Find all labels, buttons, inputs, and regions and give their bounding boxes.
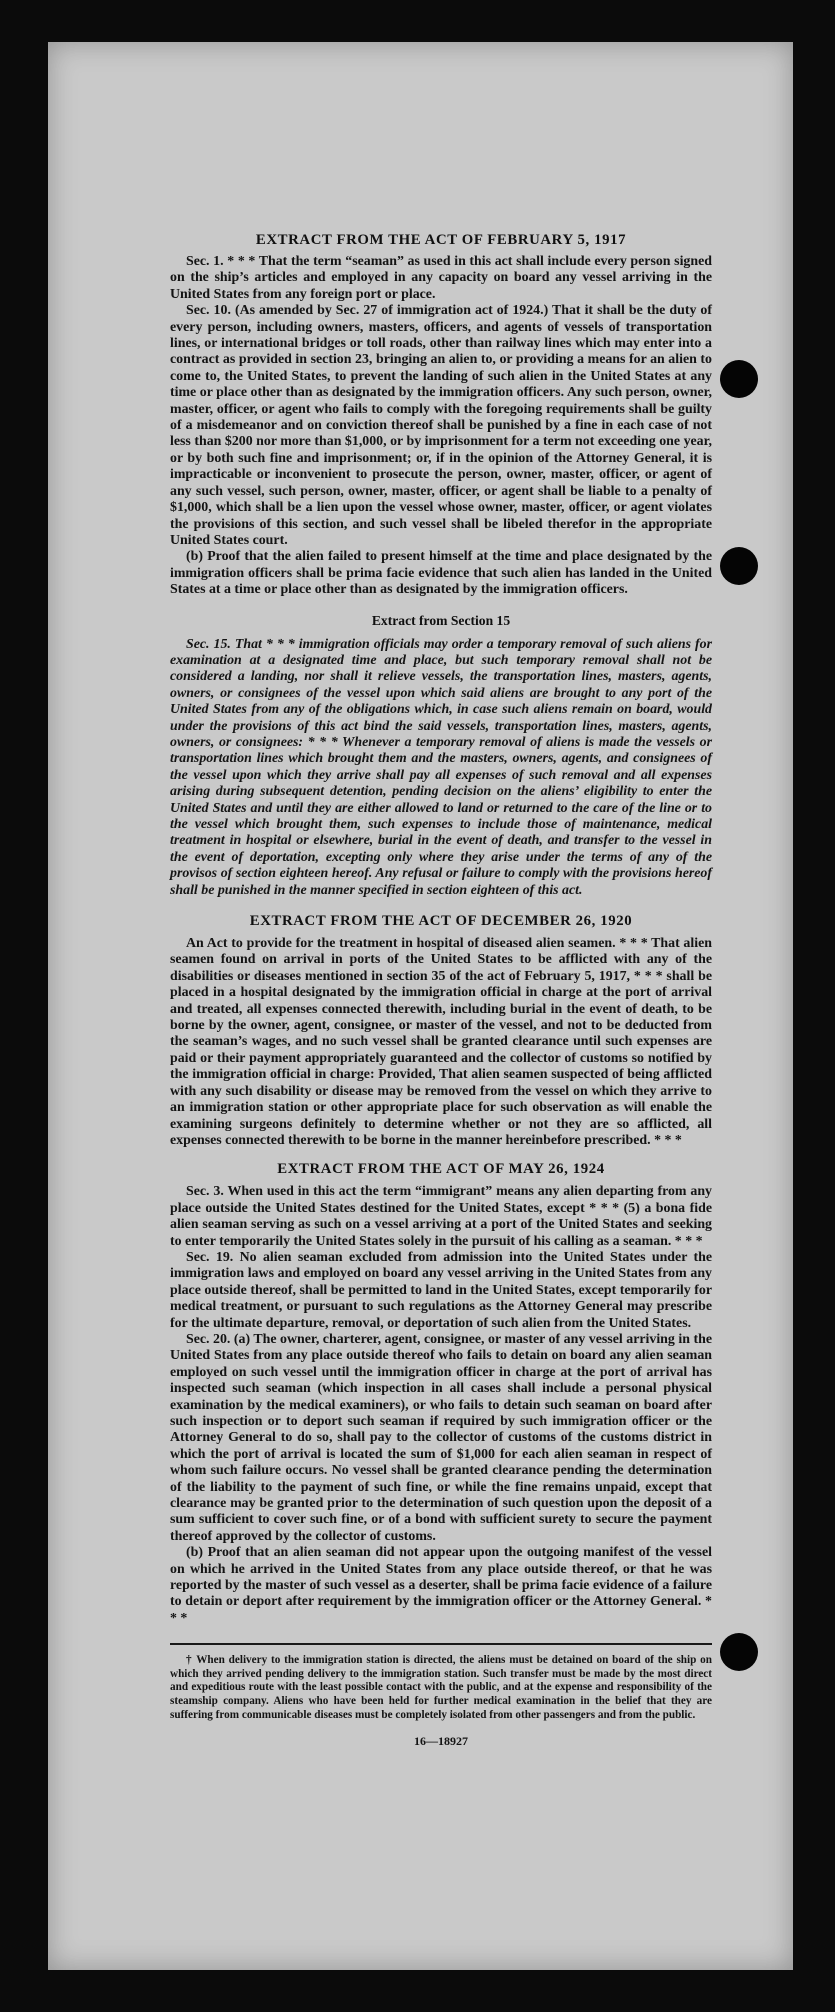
section-body-extract-sec-15 <box>170 637 712 900</box>
paragraph-sec-20-b: (b) Proof that an alien seaman did not appear upon the outgoing manifest of the vessel on which he arrived in the United States from any place outside thereof, or that he was reported by the master of such vessel as a deserter, shall be prima facie evidence of a failure to detain or deport after requirement by the immigration officer or the Attorney General. * * * <box>170 1545 712 1626</box>
section-title-act-dec-1920: EXTRACT FROM THE ACT OF DECEMBER 26, 1920 <box>249 913 633 930</box>
paragraph-hospital-act: An Act to provide for the treatment in hospital of diseased alien seamen. * * * That alien seamen found on arrival in ports of the United States to be afflicted with any of the disabilities or diseases mentioned in section 35 of the act of February 5, 1917, * * * shall be placed in a hospital designated by the immigration official in charge at the port of arrival and treated, all expenses connected therewith, including burial in the event of death, to be borne by the owner, agent, consignee, or master of the vessel, and not to be deducted from the seaman’s wages, and no such vessel shall be granted clearance until such expenses are paid or their payment appropriately guaranteed and the collector of customs so notified by the immigration official in charge: Provided, That alien seamen suspected of being afflicted with any such disability or disease may be removed from the vessel on which they arrive to an immigration station or other appropriate place for such observation as will enable the examining surgeons definitely to determine whether or not they are so afflicted, all expenses connected therewith to be borne in the manner hereinbefore prescribed. * * * <box>170 936 712 1148</box>
punch-hole-bottom <box>720 1633 758 1671</box>
punch-hole-middle <box>720 547 758 585</box>
paragraph-sec-19: Sec. 19. No alien seaman excluded from admission into the United States under the immigration laws and employed on board any vessel arriving in the United States from any place outside thereof, shall be permitted to land in the United States, except temporarily for medical treatment, or pursuant to such regulations as the Attorney General may prescribe for the ultimate departure, removal, or deportation of such alien from the United States. <box>170 1249 712 1331</box>
paragraph-sec-1: Sec. 1. * * * That the term “seaman” as used in this act shall include every person signed on the ship’s articles and employed in any capacity on board any vessel arriving in the United States from any foreign port or place. <box>170 254 712 302</box>
print-code: 16—18927 <box>414 1734 468 1749</box>
footnote-divider <box>170 1643 712 1645</box>
section-title-extract-sec-15: Extract from Section 15 <box>371 612 511 628</box>
section-body-act-dec-1920 <box>170 936 712 1149</box>
section-title-act-feb-1917: EXTRACT FROM THE ACT OF FEBRUARY 5, 1917 <box>255 232 627 248</box>
paragraph-sec-3: Sec. 3. When used in this act the term “immigrant” means any alien departing from any place outside the United States destined for the United States, except * * * (5) a bona fide alien seaman serving as such on a vessel arriving at a port of the United States and seeking to enter temporarily the United States solely in the pursuit of his calling as a seaman. * * * <box>170 1184 712 1249</box>
section-body-act-feb-1917 <box>170 254 712 599</box>
paragraph-sec-10-b: (b) Proof that the alien failed to present himself at the time and place designated by the immigration officers shall be prima facie evidence that such alien has landed in the United States at a time or place other than as designated by the immigration officers. <box>170 549 712 598</box>
document-page <box>48 42 793 1970</box>
document-content <box>170 194 712 1749</box>
section-title-act-may-1924: EXTRACT FROM THE ACT OF MAY 26, 1924 <box>277 1161 605 1178</box>
section-body-act-may-1924 <box>170 1184 712 1627</box>
footnote-text: † When delivery to the immigration station is directed, the aliens must be detained on board of the ship on which they arrived pending delivery to the immigration station. Such transfer must be made by the most direct and expeditious route with the least possible contact with the public, and at the expense and responsibility of the steamship company. Aliens who have been held for further medical examination in the belief that they are suffering from communicable diseases must be completely isolated from other passengers and from the public. <box>170 1654 712 1721</box>
paragraph-sec-20-a: Sec. 20. (a) The owner, charterer, agent, consignee, or master of any vessel arriving in the United States from any place outside thereof who fails to detain on board any alien seaman employed on such vessel until the immigration officer in charge at the port of arrival has inspected such seaman (which inspection in all cases shall include a personal physical examination by the medical examiners), or who fails to detain such seaman on board after such inspection or to deport such seaman if required by such immigration officer or the Attorney General to do so, shall pay to the collector of customs of the customs district in which the port of arrival is located the sum of $1,000 for each alien seaman in respect of whom such failure occurs. No vessel shall be granted clearance pending the determination of the liability to the payment of such fine, or while the fine remains unpaid, except that clearance may be granted prior to the determination of such question upon the deposit of a sum sufficient to cover such fine, or of a bond with sufficient surety to secure the payment thereof approved by the collector of customs. <box>170 1331 712 1544</box>
footnote-block <box>170 1654 712 1722</box>
paragraph-sec-15: Sec. 15. That * * * immigration officials may order a temporary removal of such aliens for examination at a designated time and place, but such temporary removal shall not be considered a landing, nor shall it relieve vessels, the transportation lines, masters, agents, owners, or consignees of the vessel upon which said aliens are brought to any port of the United States from any of the obligations which, in case such aliens remain on board, would under the provisions of this act bind the said vessels, transportation lines, masters, agents, owners, or consignees: * * * Whenever a temporary removal of aliens is made the vessels or transportation lines which brought them and the masters, owners, agents, and consignees of the vessel upon which they arrive shall pay all expenses of such removal and all expenses arising during subsequent detention, pending decision on the aliens’ eligibility to enter the United States and until they are either allowed to land or returned to the care of the line or to the vessel which brought them, such expenses to include those of maintenance, medical treatment in hospital or elsewhere, burial in the event of death, and transfer to the vessel in the event of deportation, excepting only where they arise under the terms of any of the provisos of section eighteen hereof. Any refusal or failure to comply with the provisions hereof shall be punished in the manner specified in section eighteen of this act. <box>170 636 712 898</box>
punch-hole-top <box>720 360 758 398</box>
paragraph-sec-10: Sec. 10. (As amended by Sec. 27 of immigration act of 1924.) That it shall be the duty of every person, including owners, masters, officers, and agents of vessels of transportation lines, or international bridges or toll roads, other than railway lines which may enter into a contract as provided in section 23, bringing an alien to, or providing a means for an alien to come to, the United States, to prevent the landing of such alien in the United States at any time or place other than as designated by the immigration officers. Any such person, owner, master, officer, or agent who fails to comply with the foregoing requirements shall be guilty of a misdemeanor and on conviction thereof shall be punished by a fine in each case of not less than $200 nor more than $1,000, or by imprisonment for a term not exceeding one year, or by both such fine and imprisonment; or, if in the opinion of the Attorney General, it is impracticable or inconvenient to prosecute the person, owner, master, officer, or agent of any such vessel, such person, owner, master, officer, or agent shall be liable to a penalty of $1,000, which shall be a lien upon the vessel whose owner, master, officer, or agent violates the provisions of this section, and such vessel shall be libeled therefor in the appropriate United States court. <box>170 303 712 548</box>
